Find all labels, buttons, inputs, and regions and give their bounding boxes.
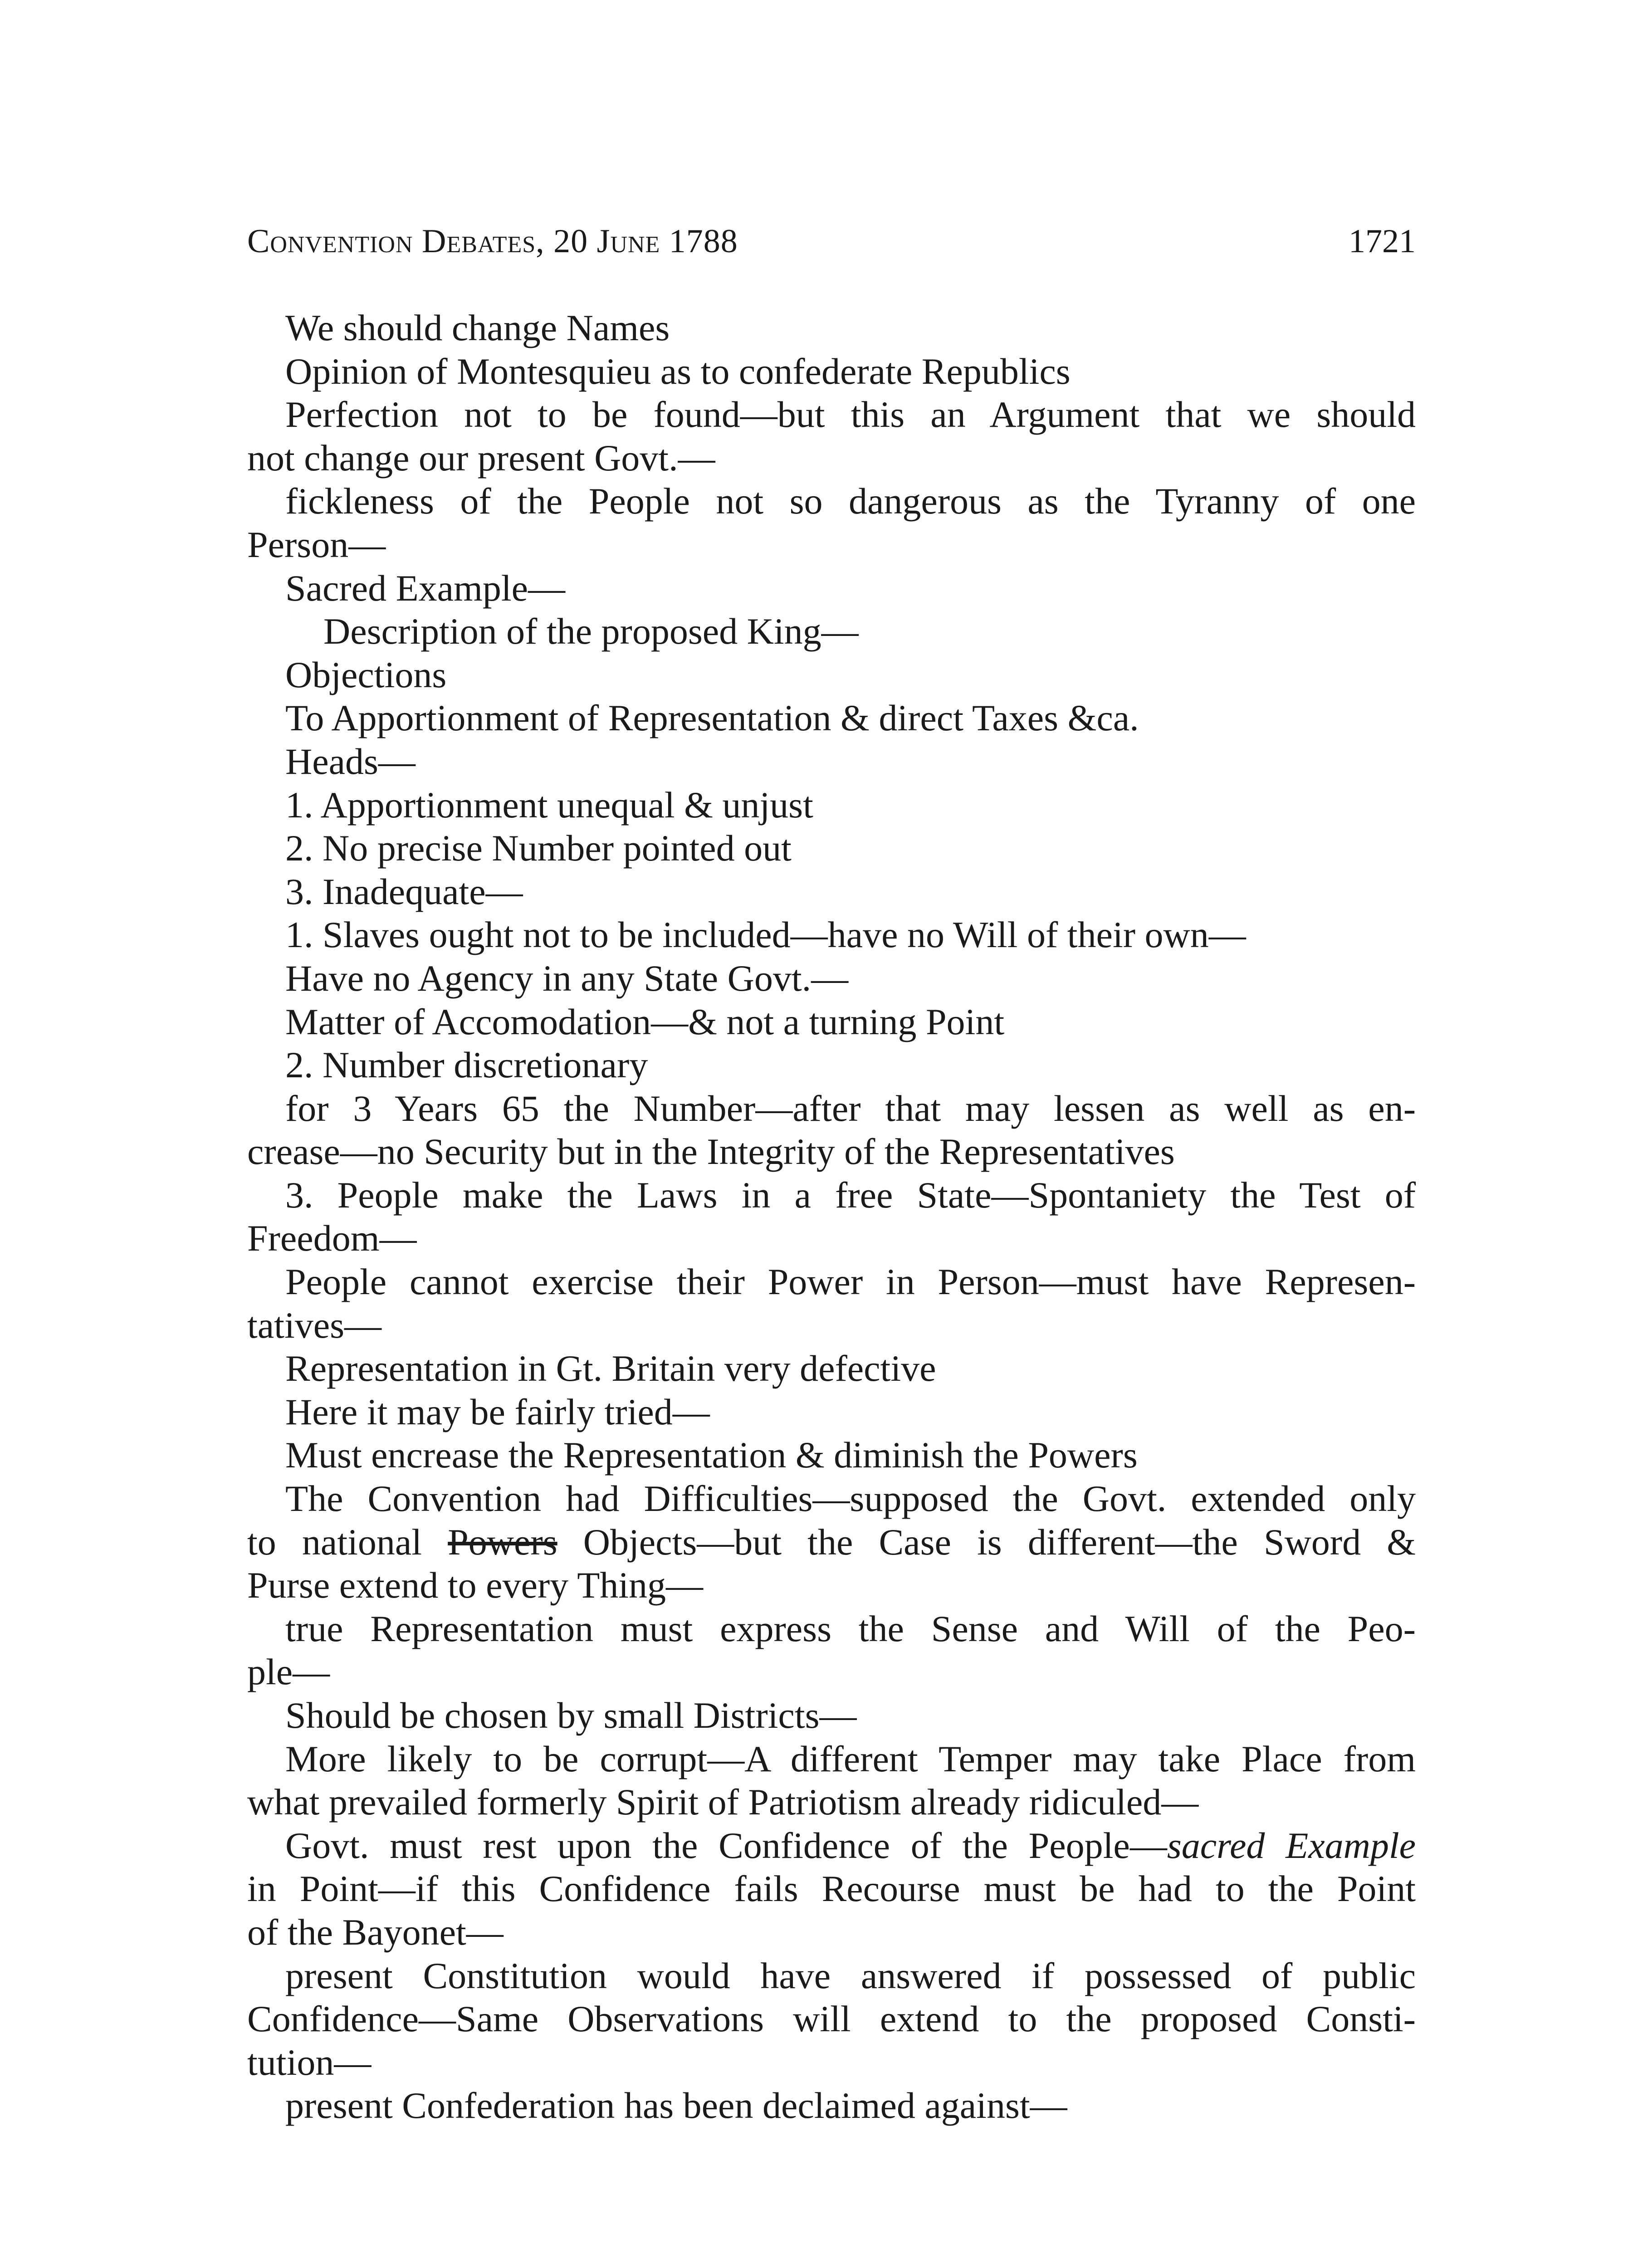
running-head — [247, 221, 1416, 262]
text-line: To Apportionment of Representation & direct Taxes &ca. — [285, 697, 1139, 739]
text-line: We should change Names — [285, 307, 670, 348]
text-line: 3. People make the Laws in a free State—Spontaniety the Test of — [285, 1174, 1416, 1216]
text-fragment: Objects—but the Case is different—the Sword & — [557, 1521, 1416, 1563]
text-fragment: Govt. must rest upon the Confidence of the People— — [285, 1824, 1167, 1866]
text-line: 1. Slaves ought not to be included—have no Will of their own— — [285, 914, 1246, 956]
text-line: Freedom— — [247, 1217, 417, 1259]
text-line: what prevailed formerly Spirit of Patriotism already ridiculed— — [247, 1781, 1199, 1823]
text-line: fickleness of the People not so dangerous as the Tyranny of one — [285, 480, 1416, 522]
text-line: Should be chosen by small Districts— — [285, 1695, 857, 1736]
text-line: Here it may be fairly tried— — [285, 1391, 710, 1432]
text-line: 2. Number discretionary — [285, 1044, 648, 1086]
text-line: Perfection not to be found—but this an Argument that we should — [285, 394, 1416, 435]
text-line: Confidence—Same Observations will extend to the proposed Consti- — [247, 1998, 1416, 2040]
body-text — [247, 306, 1416, 2127]
text-line: tatives— — [247, 1304, 382, 1346]
struck-text: Powers — [448, 1521, 557, 1563]
text-line: not change our present Govt.— — [247, 437, 715, 479]
text-line: for 3 Years 65 the Number—after that may lessen as well as en- — [285, 1087, 1416, 1129]
text-line: ple— — [247, 1651, 330, 1693]
text-line: Person— — [247, 523, 386, 565]
text-line: Opinion of Montesquieu as to confederate Republics — [285, 350, 1071, 392]
text-line: tution— — [247, 2041, 372, 2083]
text-line: in Point—if this Confidence fails Recourse must be had to the Point — [247, 1868, 1416, 1910]
text-line: Description of the proposed King— — [323, 611, 859, 652]
text-line: present Confederation has been declaimed against— — [285, 2085, 1067, 2126]
italic-text: sacred Example — [1167, 1824, 1416, 1866]
text-line: Heads— — [285, 740, 416, 782]
page-number: 1721 — [1349, 223, 1416, 260]
text-line: Objections — [285, 654, 447, 695]
text-line: Sacred Example— — [285, 567, 566, 609]
text-line: More likely to be corrupt—A different Temper may take Place from — [285, 1738, 1416, 1779]
text-line: 2. No precise Number pointed out — [285, 827, 792, 869]
text-line — [247, 1520, 1416, 1564]
text-fragment: to national — [247, 1521, 448, 1563]
text-line: crease—no Security but in the Integrity of the Representatives — [247, 1131, 1175, 1173]
text-line: of the Bayonet— — [247, 1911, 504, 1953]
text-line: Representation in Gt. Britain very defective — [285, 1348, 936, 1389]
text-line: Purse extend to every Thing— — [247, 1564, 704, 1606]
text-line: Have no Agency in any State Govt.— — [285, 957, 849, 999]
text-line: The Convention had Difficulties—supposed the Govt. extended only — [285, 1478, 1416, 1520]
text-line: 1. Apportionment unequal & unjust — [285, 784, 813, 826]
text-line: true Representation must express the Sense and Will of the Peo- — [285, 1608, 1416, 1649]
text-line: Matter of Accomodation—& not a turning Point — [285, 1001, 1005, 1042]
text-line — [247, 1824, 1416, 1867]
text-line: People cannot exercise their Power in Person—must have Represen- — [285, 1261, 1416, 1303]
text-line: Must encrease the Representation & diminish the Powers — [285, 1434, 1138, 1476]
text-line: 3. Inadequate— — [285, 870, 523, 912]
text-line: present Constitution would have answered if possessed of public — [285, 1955, 1416, 1996]
running-head-title: Convention Debates, 20 June 1788 — [247, 223, 738, 260]
